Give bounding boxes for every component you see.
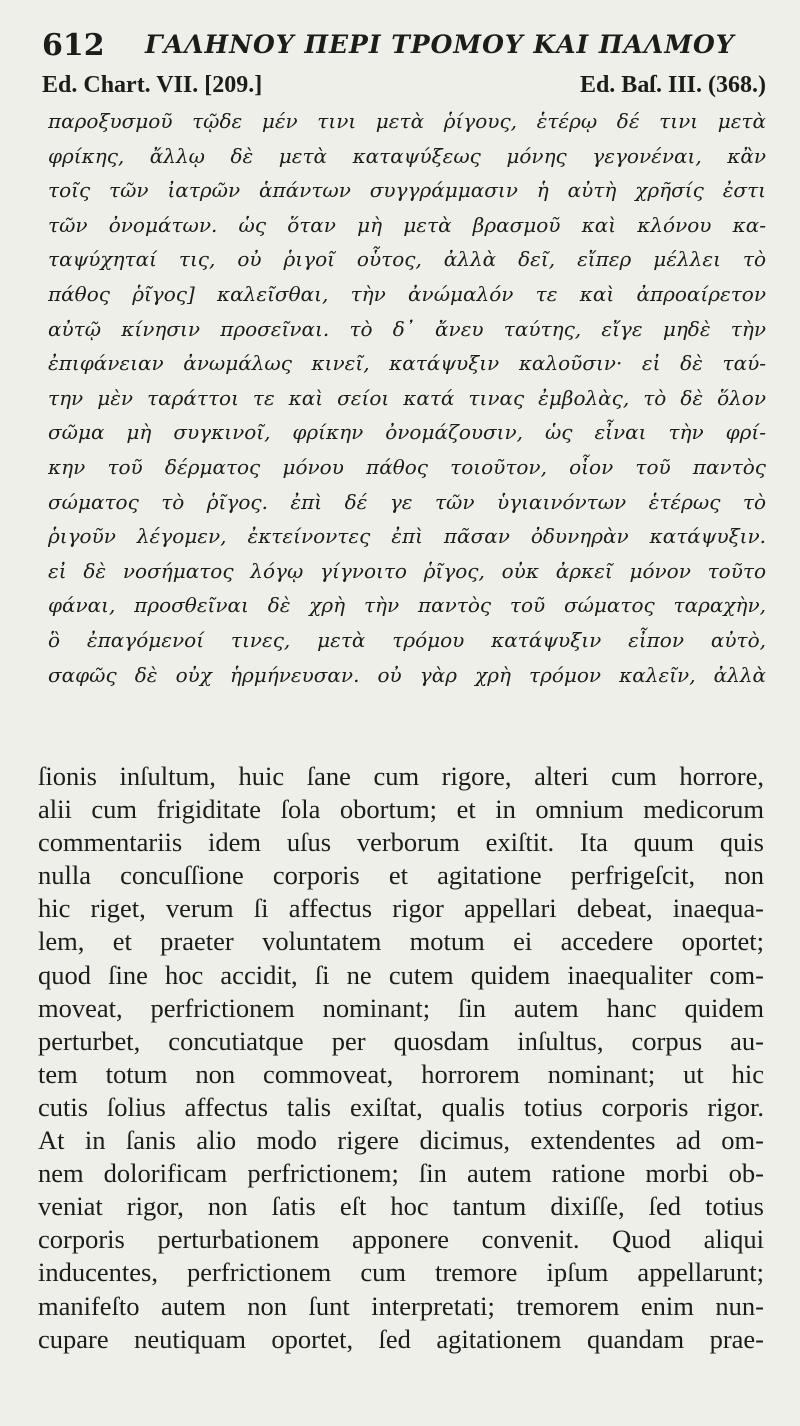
greek-text-line: σῶμα μὴ συγκινοῖ, φρίκην ὀνομάζουσιν, ὡς εἶναι τὴν φρί- xyxy=(48,420,766,445)
edition-reference-left: Ed. Chart. VII. [209.] xyxy=(42,72,263,98)
edition-reference-right: Ed. Baſ. III. (368.) xyxy=(579,72,766,98)
greek-text-line: την μὲν ταράττοι τε καὶ σείοι κατά τινας ἐμβολὰς, τὸ δὲ ὅλον xyxy=(48,385,766,410)
latin-text-line: quod ſine hoc accidit, ſi ne cutem quidem inaequaliter com- xyxy=(38,959,764,990)
greek-text-line: σώματος τὸ ῥῖγος. ἐπὶ δέ γε τῶν ὑγιαινόντων ἑτέρως τὸ xyxy=(48,489,766,514)
page-header xyxy=(42,26,762,66)
greek-text-line: φάναι, προσθεῖναι δὲ χρὴ τὴν παντὸς τοῦ σώματος ταραχὴν, xyxy=(48,593,766,618)
latin-text-line: nem dolorificam perfrictionem; ſin autem ratione morbi ob- xyxy=(38,1158,764,1189)
greek-text-line: σαφῶς δὲ οὐχ ἡρμήνευσαν. οὐ γὰρ χρὴ τρόμον καλεῖν, ἀλλὰ xyxy=(48,662,766,687)
greek-text-line: αὐτῷ κίνησιν προσεῖναι. τὸ δ᾽ ἄνευ ταύτης, εἴγε μηδὲ τὴν xyxy=(48,316,766,341)
greek-text-line: φρίκης, ἄλλῳ δὲ μετὰ καταψύξεως μόνης γεγονέναι, κἂν xyxy=(48,143,766,168)
latin-text-line: cutis ſolius affectus talis exiſtat, qualis totius corporis rigor. xyxy=(38,1091,764,1122)
latin-text-block xyxy=(38,760,764,1356)
latin-text-line: commentariis idem uſus verborum exiſtit. Ita quum quis xyxy=(38,827,764,858)
greek-text-line: τοῖς τῶν ἰατρῶν ἁπάντων συγγράμμασιν ἡ αὐτὴ χρῆσίς ἐστι xyxy=(48,178,766,203)
greek-text-line: παροξυσμοῦ τῷδε μέν τινι μετὰ ῥίγους, ἑτέρῳ δέ τινι μετὰ xyxy=(48,109,766,133)
latin-text-line: inducentes, perfrictionem cum tremore ipſum appellarunt; xyxy=(38,1257,764,1288)
greek-text-line: εἰ δὲ νοσήματος λόγῳ γίγνοιτο ῥῖγος, οὐκ ἀρκεῖ μόνον τοῦτο xyxy=(48,558,766,583)
latin-text-line: tem totum non commoveat, horrorem nominant; ut hic xyxy=(38,1058,764,1089)
greek-text-line: πάθος ῥῖγος] καλεῖσθαι, τὴν ἀνώμαλόν τε καὶ ἀπροαίρετον xyxy=(48,281,766,306)
latin-text-line: At in ſanis alio modo rigere dicimus, extendentes ad om- xyxy=(38,1125,764,1156)
greek-text-line: κην τοῦ δέρματος μόνου πάθος τοιοῦτον, οἷον τοῦ παντὸς xyxy=(48,454,766,479)
latin-text-line: ſionis inſultum, huic ſane cum rigore, alteri cum horrore, xyxy=(38,761,764,791)
greek-text-line: ῥιγοῦν λέγομεν, ἐκτείνοντες ἐπὶ πᾶσαν ὀδυνηρὰν κατάψυξιν. xyxy=(48,524,766,549)
latin-text-line: nulla concuſſione corporis et agitatione perfrigeſcit, non xyxy=(38,860,764,891)
page-number: 612 xyxy=(42,28,105,63)
latin-text-line: perturbet, concutiatque per quosdam inſultus, corpus au- xyxy=(38,1025,764,1056)
greek-text-line: τῶν ὀνομάτων. ὡς ὅταν μὴ μετὰ βρασμοῦ καὶ κλόνου κα- xyxy=(48,212,766,237)
greek-text-line: ὃ ἐπαγόμενοί τινες, μετὰ τρόμου κατάψυξιν εἶπον αὐτὸ, xyxy=(48,627,766,652)
latin-text-line: cupare neutiquam oportet, ſed agitationem quandam prae- xyxy=(38,1323,764,1354)
latin-text-line: lem, et praeter voluntatem motum ei accedere oportet; xyxy=(38,926,764,957)
greek-text-line: ἐπιφάνειαν ἀνωμάλως κινεῖ, κατάψυξιν καλοῦσιν· εἰ δὲ ταύ- xyxy=(48,351,766,376)
latin-text-line: alii cum frigiditate ſola obortum; et in omnium medicorum xyxy=(38,794,764,825)
latin-text-line: corporis perturbationem apponere convenit. Quod aliqui xyxy=(38,1224,764,1255)
latin-text-line: manifeſto autem non ſunt interpretati; tremorem enim nun- xyxy=(38,1290,764,1321)
latin-text-line: moveat, perfrictionem nominant; ſin autem hanc quidem xyxy=(38,992,764,1023)
latin-text-line: hic riget, verum ſi affectus rigor appellari debeat, inaequa- xyxy=(38,893,764,924)
greek-text-line: ταψύχηταί τις, οὐ ῥιγοῖ οὗτος, ἀλλὰ δεῖ, εἴπερ μέλλει τὸ xyxy=(48,247,766,272)
greek-text-block xyxy=(48,104,766,692)
running-title: ΓΑΛΗΝΟΥ ΠΕΡΙ ΤΡΟΜΟΥ ΚΑΙ ΠΑΛΜΟΥ xyxy=(145,30,735,59)
latin-text-line: veniat rigor, non ſatis eſt hoc tantum dixiſſe, ſed totius xyxy=(38,1191,764,1222)
